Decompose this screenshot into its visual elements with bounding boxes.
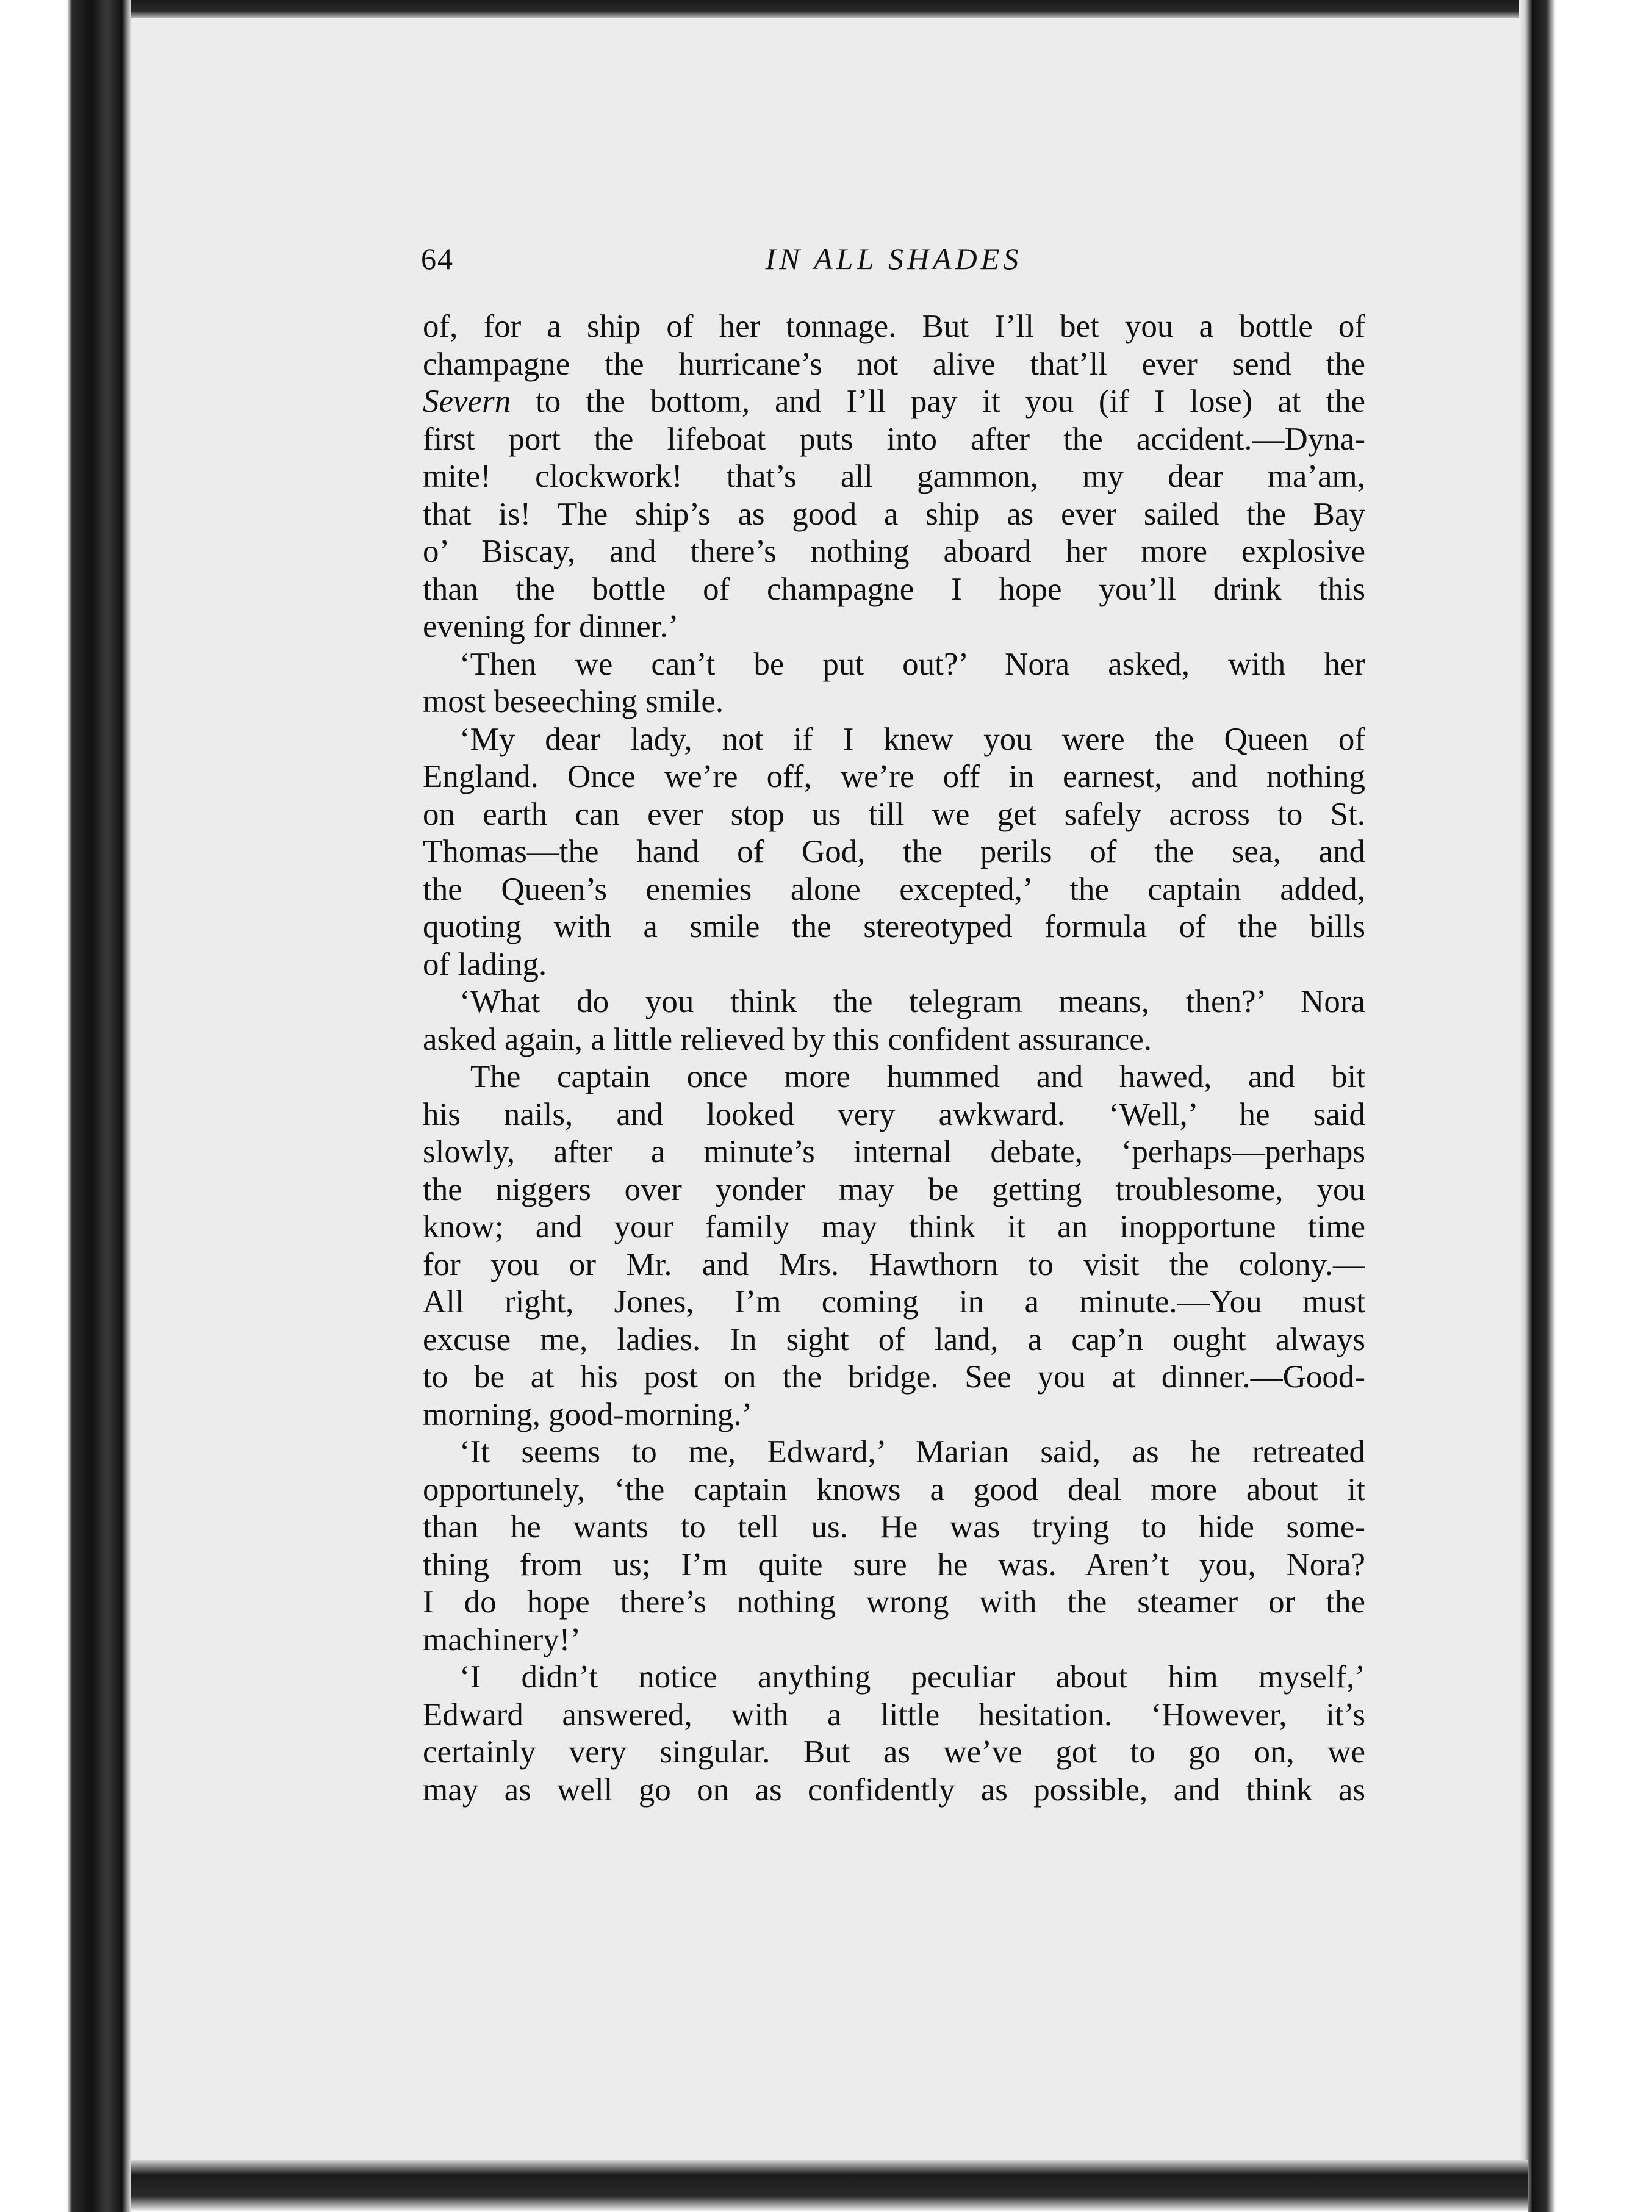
text-line: most beseeching smile.: [423, 684, 724, 719]
text-line: ‘What do you think the telegram means, then?’ Nora: [459, 984, 1365, 1019]
text-line: excuse me, ladies. In sight of land, a cap’n ought always: [423, 1321, 1365, 1357]
text-line: All right, Jones, I’m coming in a minute.—You must: [423, 1284, 1365, 1320]
text-line: Edward answered, with a little hesitation. ‘However, it’s: [423, 1697, 1365, 1733]
text-line: thing from us; I’m quite sure he was. Aren’t you, Nora?: [423, 1546, 1365, 1582]
text-line: that is! The ship’s as good a ship as ever sailed the Bay: [423, 496, 1365, 532]
text-line: certainly very singular. But as we’ve got to go on, we: [423, 1734, 1365, 1770]
text-line: the niggers over yonder may be getting troublesome, you: [423, 1171, 1365, 1207]
text-line: quoting with a smile the stereotyped formula of the bills: [423, 909, 1365, 944]
text-line: ‘My dear lady, not if I knew you were the Queen of: [459, 721, 1365, 757]
text-line: the Queen’s enemies alone excepted,’ the captain added,: [423, 871, 1365, 907]
text-line: on earth can ever stop us till we get safely across to St.: [423, 796, 1365, 832]
text-line: o’ Biscay, and there’s nothing aboard her more explosive: [423, 534, 1365, 569]
italic-ship-name: Severn: [423, 384, 511, 419]
scan-border-bottom: [131, 2160, 1528, 2212]
text-line: Thomas—the hand of God, the perils of the sea, and: [423, 834, 1365, 869]
text-line: ‘Then we can’t be put out?’ Nora asked, with her: [459, 646, 1365, 682]
text-line: than he wants to tell us. He was trying to hide some-: [423, 1509, 1365, 1545]
text-line: evening for dinner.’: [423, 609, 679, 644]
text-line: machinery!’: [423, 1621, 581, 1657]
running-head: [421, 241, 1366, 284]
text-line: slowly, after a minute’s internal debate, ‘perhaps—perhaps: [423, 1134, 1365, 1169]
text-line: I do hope there’s nothing wrong with the steamer or the: [423, 1584, 1365, 1620]
text-line: of lading.: [423, 946, 547, 982]
text-line: The captain once more hummed and hawed, and bit: [470, 1059, 1365, 1094]
text-line: ‘It seems to me, Edward,’ Marian said, as he retreated: [459, 1434, 1365, 1470]
text-line: opportunely, ‘the captain knows a good deal more about it: [423, 1471, 1365, 1507]
text-line: first port the lifeboat puts into after the accident.—Dyna-: [423, 421, 1365, 457]
text-line: may as well go on as confidently as possible, and think as: [423, 1772, 1365, 1808]
text-line: asked again, a little relieved by this confident assurance.: [423, 1021, 1152, 1057]
page-number: 64: [421, 242, 454, 276]
text-line: of, for a ship of her tonnage. But I’ll bet you a bottle of: [423, 309, 1365, 344]
text-line: ‘I didn’t notice anything peculiar about him myself,’: [459, 1659, 1365, 1695]
text-line: know; and your family may think it an inopportune time: [423, 1209, 1365, 1244]
text-line: champagne the hurricane’s not alive that’ll ever send the: [423, 346, 1365, 382]
text-line: England. Once we’re off, we’re off in earnest, and nothing: [423, 759, 1365, 794]
scan-border-top: [131, 0, 1652, 18]
text-line: for you or Mr. and Mrs. Hawthorn to visit the colony.—: [423, 1246, 1365, 1282]
text-line: than the bottle of champagne I hope you’ll drink this: [423, 571, 1365, 607]
text-line: mite! clockwork! that’s all gammon, my dear ma’am,: [423, 459, 1365, 494]
text-line: to be at his post on the bridge. See you at dinner.—Good-: [423, 1359, 1365, 1395]
scan-border-right: [1519, 0, 1652, 2212]
text-line: his nails, and looked very awkward. ‘Well,’ he said: [423, 1096, 1365, 1132]
scan-border-left: [0, 0, 131, 2212]
text-line: Severn to the bottom, and I’ll pay it you (if I lose) at the: [423, 384, 1365, 419]
running-title: IN ALL SHADES: [765, 242, 1022, 276]
body-text: [423, 308, 1365, 1809]
text-line: morning, good-morning.’: [423, 1396, 753, 1432]
